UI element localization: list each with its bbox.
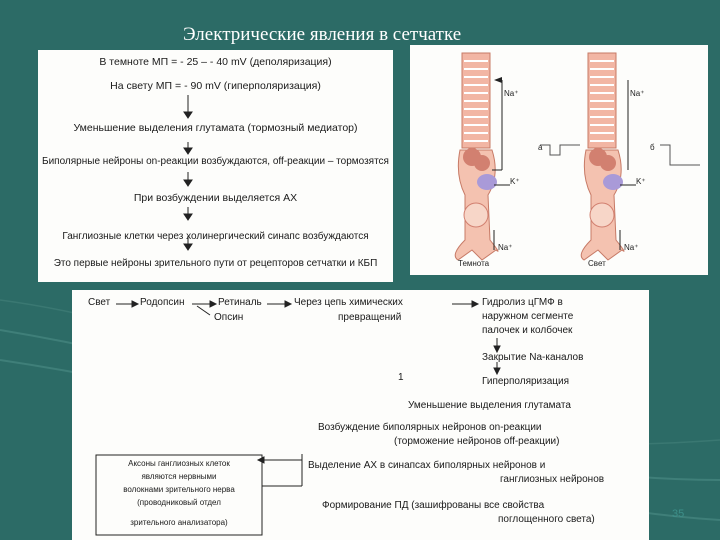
trace-right-label: б <box>650 143 655 152</box>
receptor-right <box>581 53 700 260</box>
label-k-left: K⁺ <box>510 177 520 186</box>
flow1-line-2: На свету МП = - 90 mV (гиперполяризация) <box>110 80 321 92</box>
flow1-line-1: В темноте МП = - 25 – - 40 mV (деполяризация) <box>99 56 332 68</box>
label-na-bottom-right: Na⁺ <box>624 243 639 252</box>
scheme-chain: Через цепь химических <box>294 297 403 308</box>
scheme-pd-1: Формирование ПД (зашифрованы все свойства <box>322 500 545 511</box>
photoreceptor-drawing <box>410 45 708 275</box>
scheme-ach-2: ганглиозных нейронов <box>500 474 605 485</box>
flow1-line-4: Биполярные нейроны on-реакции возбуждаются, off-реакции – тормозятся <box>42 156 389 167</box>
scheme-opsin: Опсин <box>214 312 244 323</box>
scheme-hydro-3: палочек и колбочек <box>482 325 573 336</box>
scheme-bip-1: Возбуждение биполярных нейронов on-реакции <box>318 422 542 433</box>
axon-box-line-4: (проводниковый отдел <box>137 498 221 507</box>
axon-box-line-5: зрительного анализатора) <box>130 518 228 527</box>
axon-box-line-1: Аксоны ганглиозных клеток <box>128 459 230 468</box>
trace-left-label: а <box>538 143 543 152</box>
scheme-rodopsin: Родопсин <box>140 297 185 308</box>
caption-right: Свет <box>588 259 606 268</box>
flow1-line-5: При возбуждении выделяется АХ <box>133 192 298 204</box>
label-na-top-left: Na⁺ <box>504 89 519 98</box>
axon-box-line-3: волокнами зрительного нерва <box>123 485 235 494</box>
label-na-bottom-left: Na⁺ <box>498 243 513 252</box>
scheme-hydro-2: наружном сегменте <box>482 311 574 322</box>
flow1-line-7: Это первые нейроны зрительного пути от рецепторов сетчатки и КБП <box>53 258 378 269</box>
scheme-bip-2: (торможение нейронов off-реакции) <box>394 436 560 447</box>
scheme-close-na: Закрытие Na-каналов <box>482 352 584 363</box>
receptor-left <box>455 53 580 260</box>
scheme-hyper: Гиперполяризация <box>482 376 570 387</box>
caption-left: Темнота <box>458 259 490 268</box>
scheme-hydro-1: Гидролиз цГМФ в <box>482 297 563 308</box>
scheme-ach-1: Выделение АХ в синапсах биполярных нейронов и <box>308 460 546 471</box>
slide-title: Электрические явления в сетчатке <box>183 24 462 45</box>
scheme-glut: Уменьшение выделения глутамата <box>408 400 571 411</box>
scheme-retinal: Ретиналь <box>218 297 262 308</box>
scheme-marker: 1 <box>398 372 404 383</box>
label-k-right: K⁺ <box>636 177 646 186</box>
flow-panel-top <box>38 50 393 282</box>
label-na-top-right: Na⁺ <box>630 89 645 98</box>
scheme-pd-2: поглощенного света) <box>498 514 595 525</box>
slide-number: 35 <box>672 508 685 520</box>
axon-box-line-2: являются нервными <box>141 472 217 481</box>
flow1-line-3: Уменьшение выделения глутамата (тормозный медиатор) <box>73 122 358 134</box>
scheme-chain2: превращений <box>338 312 402 323</box>
scheme-svet: Свет <box>88 297 111 308</box>
photoreceptor-diagram <box>410 45 708 275</box>
flow1-line-6: Ганглиозные клетки через холинергический синапс возбуждаются <box>62 231 369 242</box>
flow-panel-bottom <box>72 290 649 540</box>
